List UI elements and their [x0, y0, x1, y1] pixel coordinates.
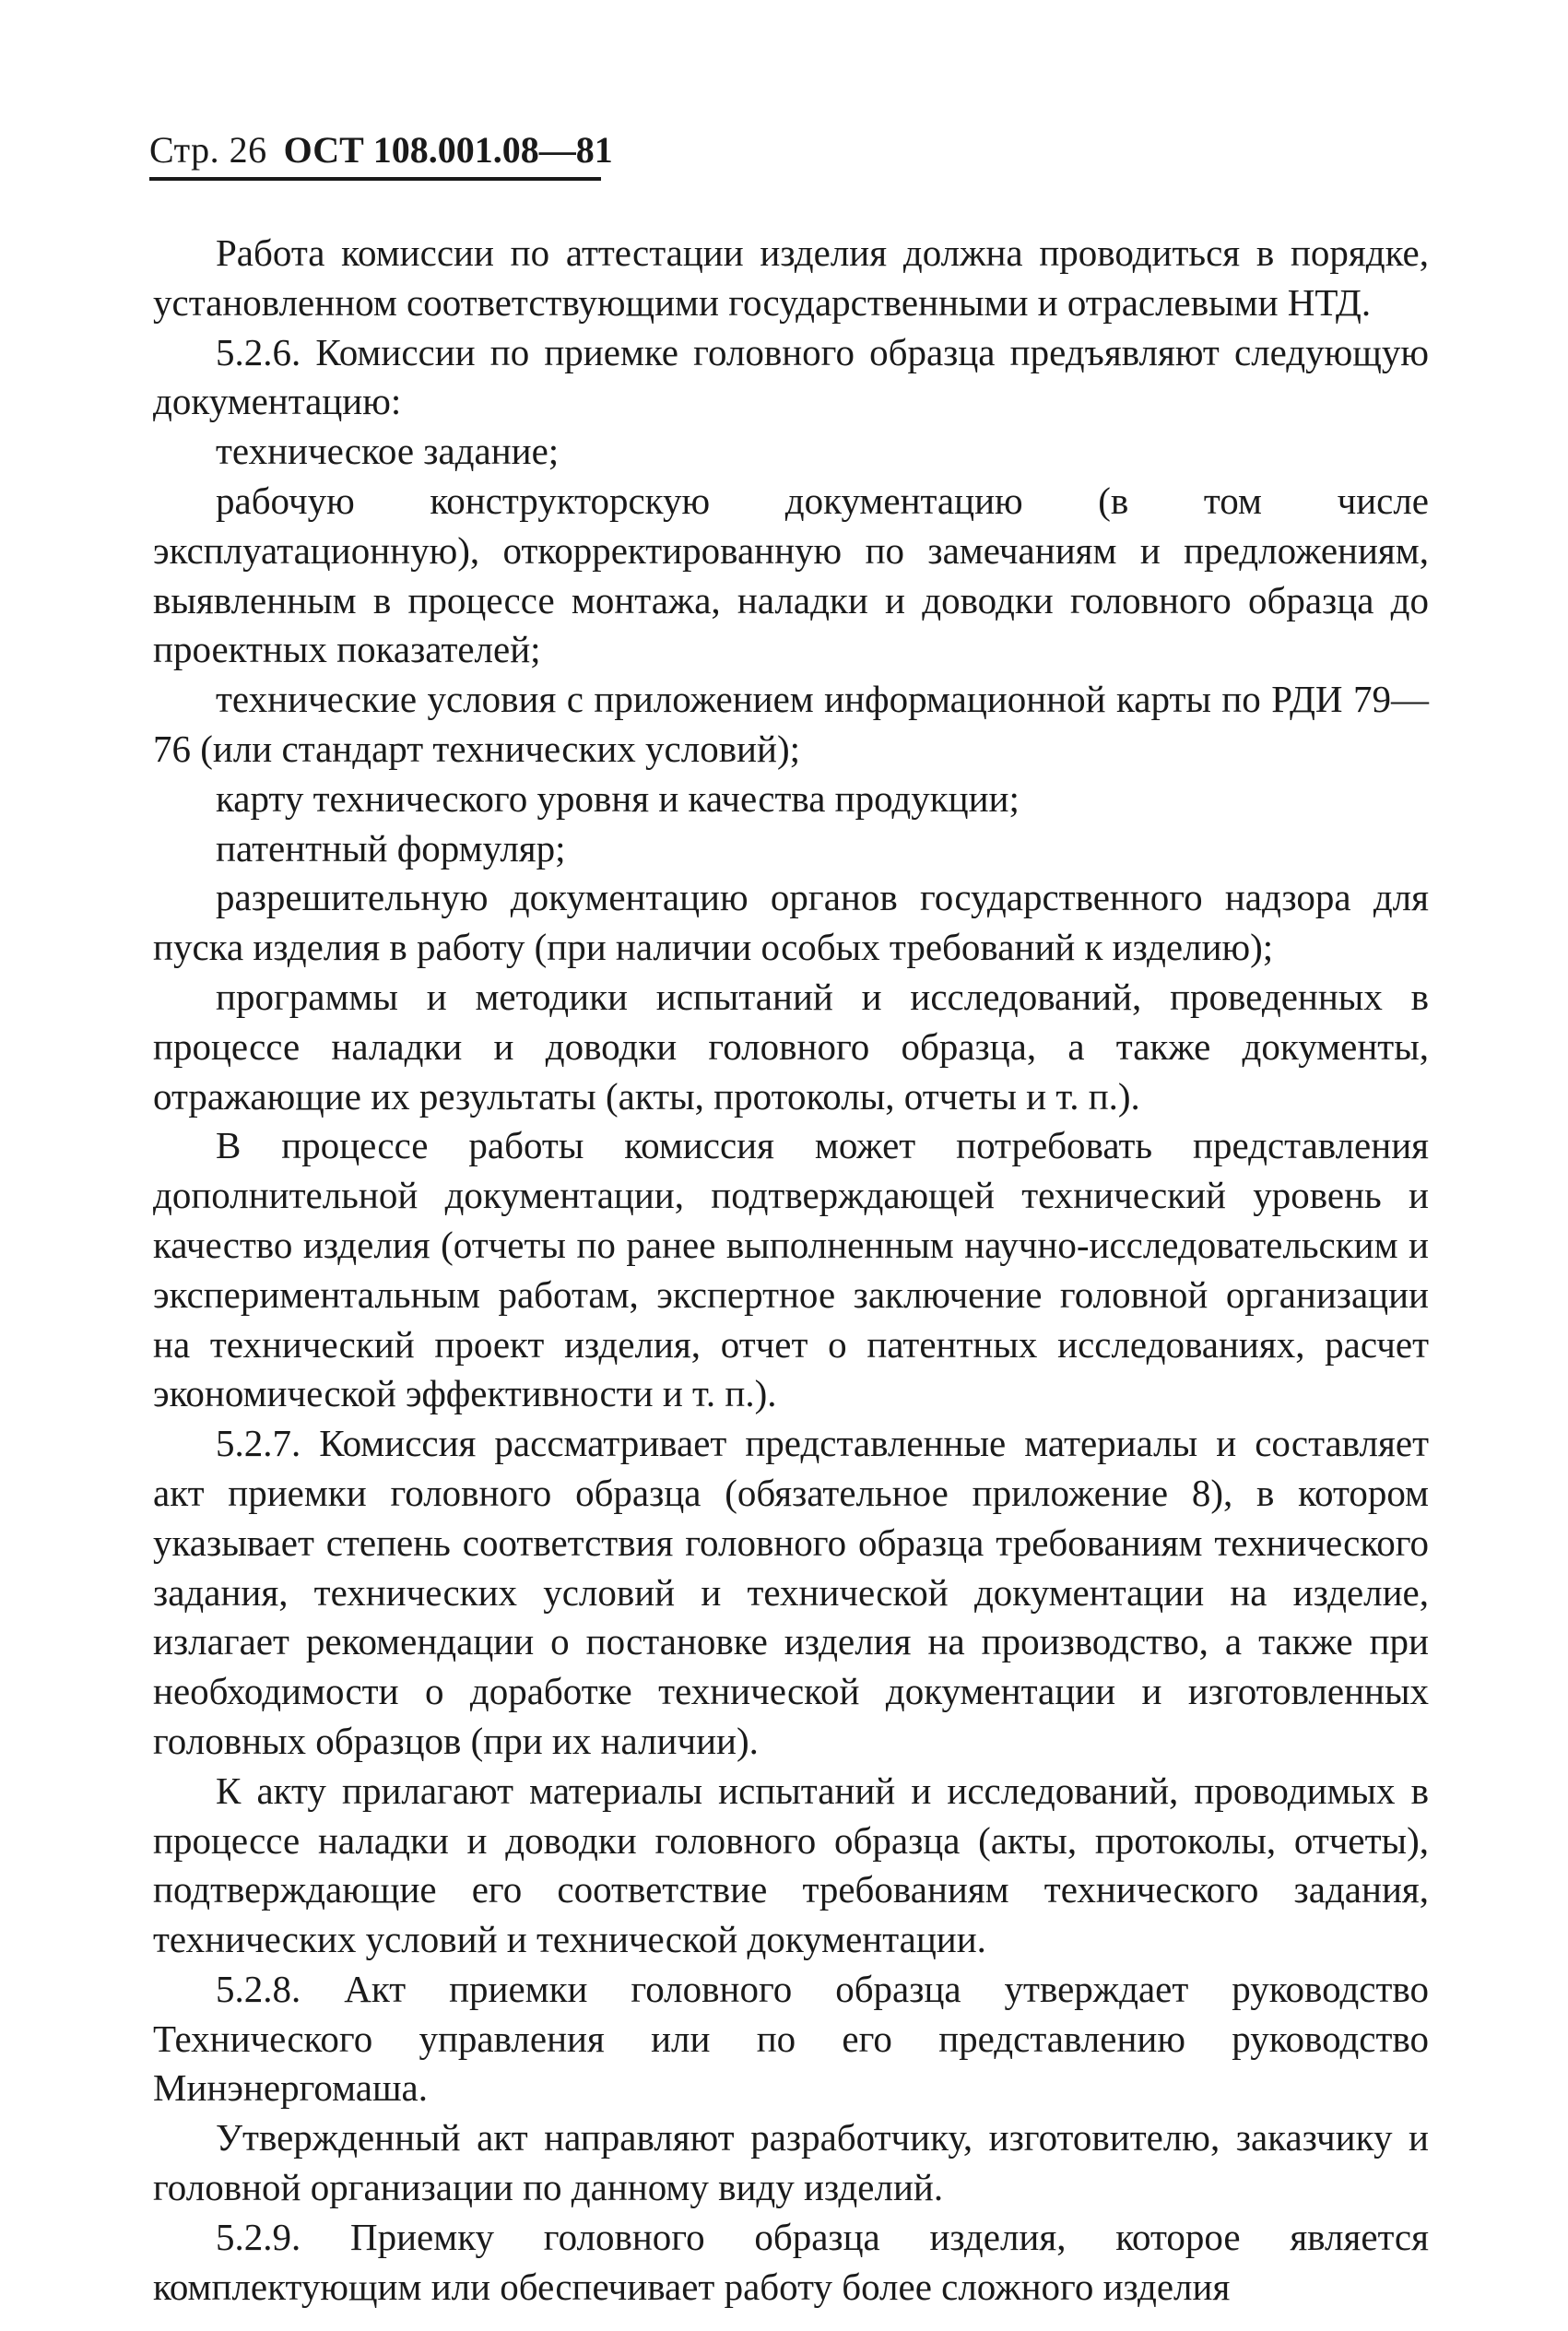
paragraph: патентный формуляр; — [216, 826, 566, 870]
paragraph: разрешительную документацию органов государственного надзора для пуска изделия в работу (при наличии особых требований к изделию); — [153, 876, 1429, 969]
paragraph: 5.2.7. Комиссия рассматривает представленные материалы и составляет акт приемки головного образца (обязательное приложение 8), в котором указывает степень соответствия головного образца требованиям технического задания, технических условий и технической документации на изделие, излагает рекомендации о постановке изделия на производство, а также при необходимости о доработке технической документации и изготовленных головных образцов (при их наличии). — [153, 1422, 1429, 1762]
paragraph: В процессе работы комиссия может потребовать представления дополнительной документации, подтверждающей технический уровень и качество изделия (отчеты по ранее выполненным научно-исследовательским и экспериментальным работам, экспертное заключение головной организации на технический проект изделия, отчет о патентных исследованиях, расчет экономической эффективности и т. п.). — [153, 1124, 1429, 1415]
paragraph: программы и методики испытаний и исследований, проведенных в процессе наладки и доводки головного образца, а также документы, отражающие их результаты (акты, протоколы, отчеты и т. п.). — [153, 975, 1429, 1118]
paragraph: 5.2.8. Акт приемки головного образца утверждает руководство Технического управления или по его представлению руководство Минэнергомаша. — [153, 1967, 1429, 2110]
paragraph: Работа комиссии по аттестации изделия должна проводиться в порядке, установленном соответствующими государственными и отраслевыми НТД. — [153, 231, 1429, 324]
paragraph: Утвержденный акт направляют разработчику, изготовителю, заказчику и головной организации по данному виду изделий. — [153, 2116, 1429, 2209]
paragraph: 5.2.9. Приемку головного образца изделия, которое является комплектующим или обеспечивает работу более сложного изделия — [153, 2215, 1429, 2308]
paragraph: карту технического уровня и качества продукции; — [216, 776, 1020, 820]
page-header — [149, 129, 613, 181]
paragraph: техническое задание; — [216, 430, 560, 473]
paragraph: 5.2.6. Комиссии по приемке головного образца предъявляют следующую документацию: — [153, 330, 1429, 423]
standard-code: ОСТ 108.001.08—81 — [283, 129, 613, 171]
paragraph: рабочую конструкторскую документацию (в том числе эксплуатационную), откорректированную по замечаниям и предложениям, выявленным в процессе монтажа, наладки и доводки головного образца до проектных показателей; — [153, 479, 1429, 671]
paragraph: технические условия с приложением информационной карты по РДИ 79—76 (или стандарт технических условий); — [153, 678, 1429, 770]
body-text — [153, 229, 1429, 2312]
paragraph: К акту прилагают материалы испытаний и исследований, проводимых в процессе наладки и доводки головного образца (акты, протоколы, отчеты), подтверждающие его соответствие требованиям технического задания, технических условий и технической документации. — [153, 1769, 1429, 1961]
page-number: Стр. 26 — [149, 129, 267, 171]
